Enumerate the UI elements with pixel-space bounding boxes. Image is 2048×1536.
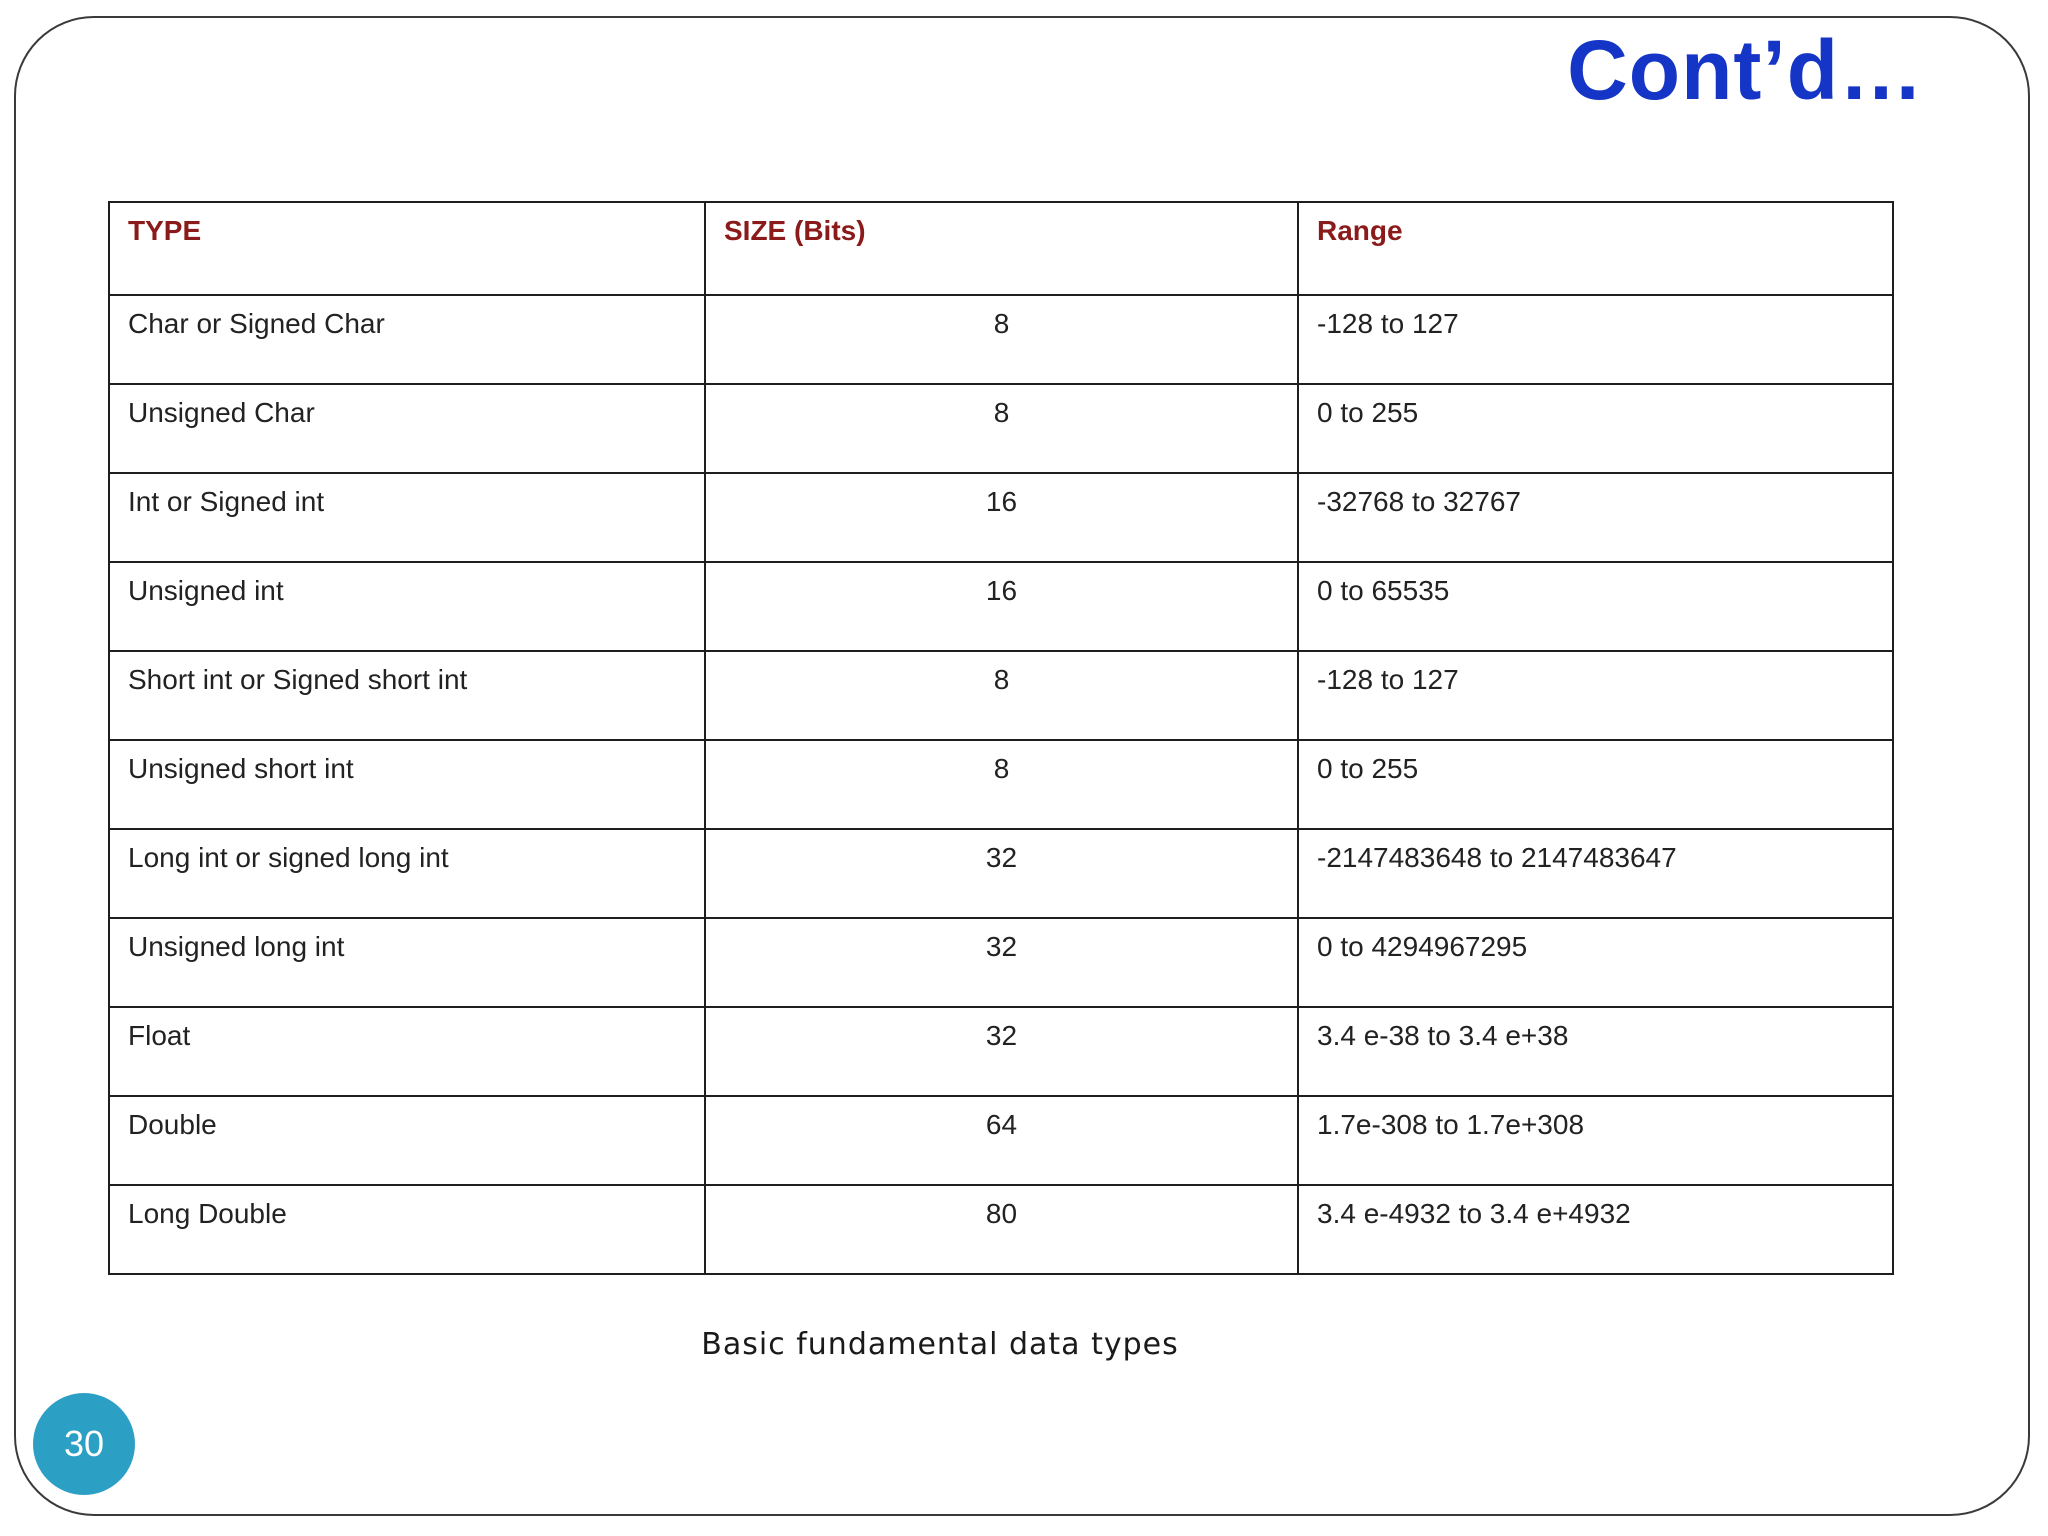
page-number-badge [33, 1393, 135, 1495]
size-text: 8 [993, 308, 1010, 339]
range-text: 0 to 4294967295 [1317, 931, 1528, 962]
range-cell [1298, 740, 1893, 829]
header-range-label: Range [1317, 215, 1403, 246]
type-cell [109, 1007, 705, 1096]
type-cell [109, 918, 705, 1007]
size-cell [705, 829, 1298, 918]
range-text: -128 to 127 [1317, 664, 1459, 695]
table-row [109, 1185, 1893, 1274]
table-row [109, 562, 1893, 651]
header-size-label: SIZE (Bits) [724, 215, 866, 246]
size-text: 32 [985, 931, 1018, 962]
range-text: 1.7e-308 to 1.7e+308 [1317, 1109, 1585, 1140]
header-type-label: TYPE [128, 215, 202, 246]
slide-title: Cont’d… [1567, 23, 1924, 117]
table-row [109, 918, 1893, 1007]
range-cell [1298, 651, 1893, 740]
header-type [109, 202, 705, 295]
size-cell [705, 651, 1298, 740]
range-cell [1298, 295, 1893, 384]
size-cell [705, 473, 1298, 562]
size-text: 32 [985, 1020, 1018, 1051]
size-cell [705, 740, 1298, 829]
type-text: Unsigned Char [128, 397, 315, 428]
table-row [109, 1007, 1893, 1096]
type-cell [109, 829, 705, 918]
table-row [109, 384, 1893, 473]
type-text: Unsigned long int [128, 931, 345, 962]
table-row [109, 740, 1893, 829]
type-text: Long Double [128, 1198, 287, 1229]
data-types-table-container [108, 201, 1892, 1275]
range-text: 3.4 e-38 to 3.4 e+38 [1317, 1020, 1569, 1051]
size-text: 80 [985, 1198, 1018, 1229]
range-cell [1298, 1096, 1893, 1185]
size-text: 64 [985, 1109, 1018, 1140]
table-row [109, 829, 1893, 918]
size-cell [705, 918, 1298, 1007]
range-cell [1298, 562, 1893, 651]
type-text: Unsigned int [128, 575, 284, 606]
type-cell [109, 295, 705, 384]
type-cell [109, 1096, 705, 1185]
type-text: Char or Signed Char [128, 308, 385, 339]
range-text: 0 to 255 [1317, 397, 1419, 428]
range-cell [1298, 1007, 1893, 1096]
range-cell [1298, 473, 1893, 562]
range-cell [1298, 918, 1893, 1007]
size-text: 16 [985, 575, 1018, 606]
header-size [705, 202, 1298, 295]
size-cell [705, 1096, 1298, 1185]
type-cell [109, 562, 705, 651]
size-cell [705, 1185, 1298, 1274]
data-types-table [108, 201, 1894, 1275]
table-header-row [109, 202, 1893, 295]
range-cell [1298, 1185, 1893, 1274]
size-cell [705, 384, 1298, 473]
type-text: Short int or Signed short int [128, 664, 468, 695]
range-text: 0 to 255 [1317, 753, 1419, 784]
range-cell [1298, 384, 1893, 473]
type-cell [109, 1185, 705, 1274]
range-text: -128 to 127 [1317, 308, 1459, 339]
table-row [109, 473, 1893, 562]
type-cell [109, 740, 705, 829]
range-text: 3.4 e-4932 to 3.4 e+4932 [1317, 1198, 1631, 1229]
size-text: 32 [985, 842, 1018, 873]
size-cell [705, 295, 1298, 384]
range-text: 0 to 65535 [1317, 575, 1450, 606]
table-row [109, 295, 1893, 384]
range-text: -32768 to 32767 [1317, 486, 1521, 517]
page-number: 30 [63, 1423, 105, 1464]
size-text: 8 [993, 397, 1010, 428]
type-text: Float [128, 1020, 191, 1051]
type-text: Int or Signed int [128, 486, 325, 517]
size-text: 8 [993, 753, 1010, 784]
size-cell [705, 562, 1298, 651]
type-cell [109, 473, 705, 562]
size-text: 16 [985, 486, 1018, 517]
size-cell [705, 1007, 1298, 1096]
size-text: 8 [993, 664, 1010, 695]
type-text: Unsigned short int [128, 753, 354, 784]
table-caption: Basic fundamental data types [701, 1327, 1179, 1362]
type-cell [109, 651, 705, 740]
table-row [109, 651, 1893, 740]
range-cell [1298, 829, 1893, 918]
header-range [1298, 202, 1893, 295]
table-row [109, 1096, 1893, 1185]
type-cell [109, 384, 705, 473]
type-text: Long int or signed long int [128, 842, 449, 873]
range-text: -2147483648 to 2147483647 [1317, 842, 1677, 873]
type-text: Double [128, 1109, 217, 1140]
